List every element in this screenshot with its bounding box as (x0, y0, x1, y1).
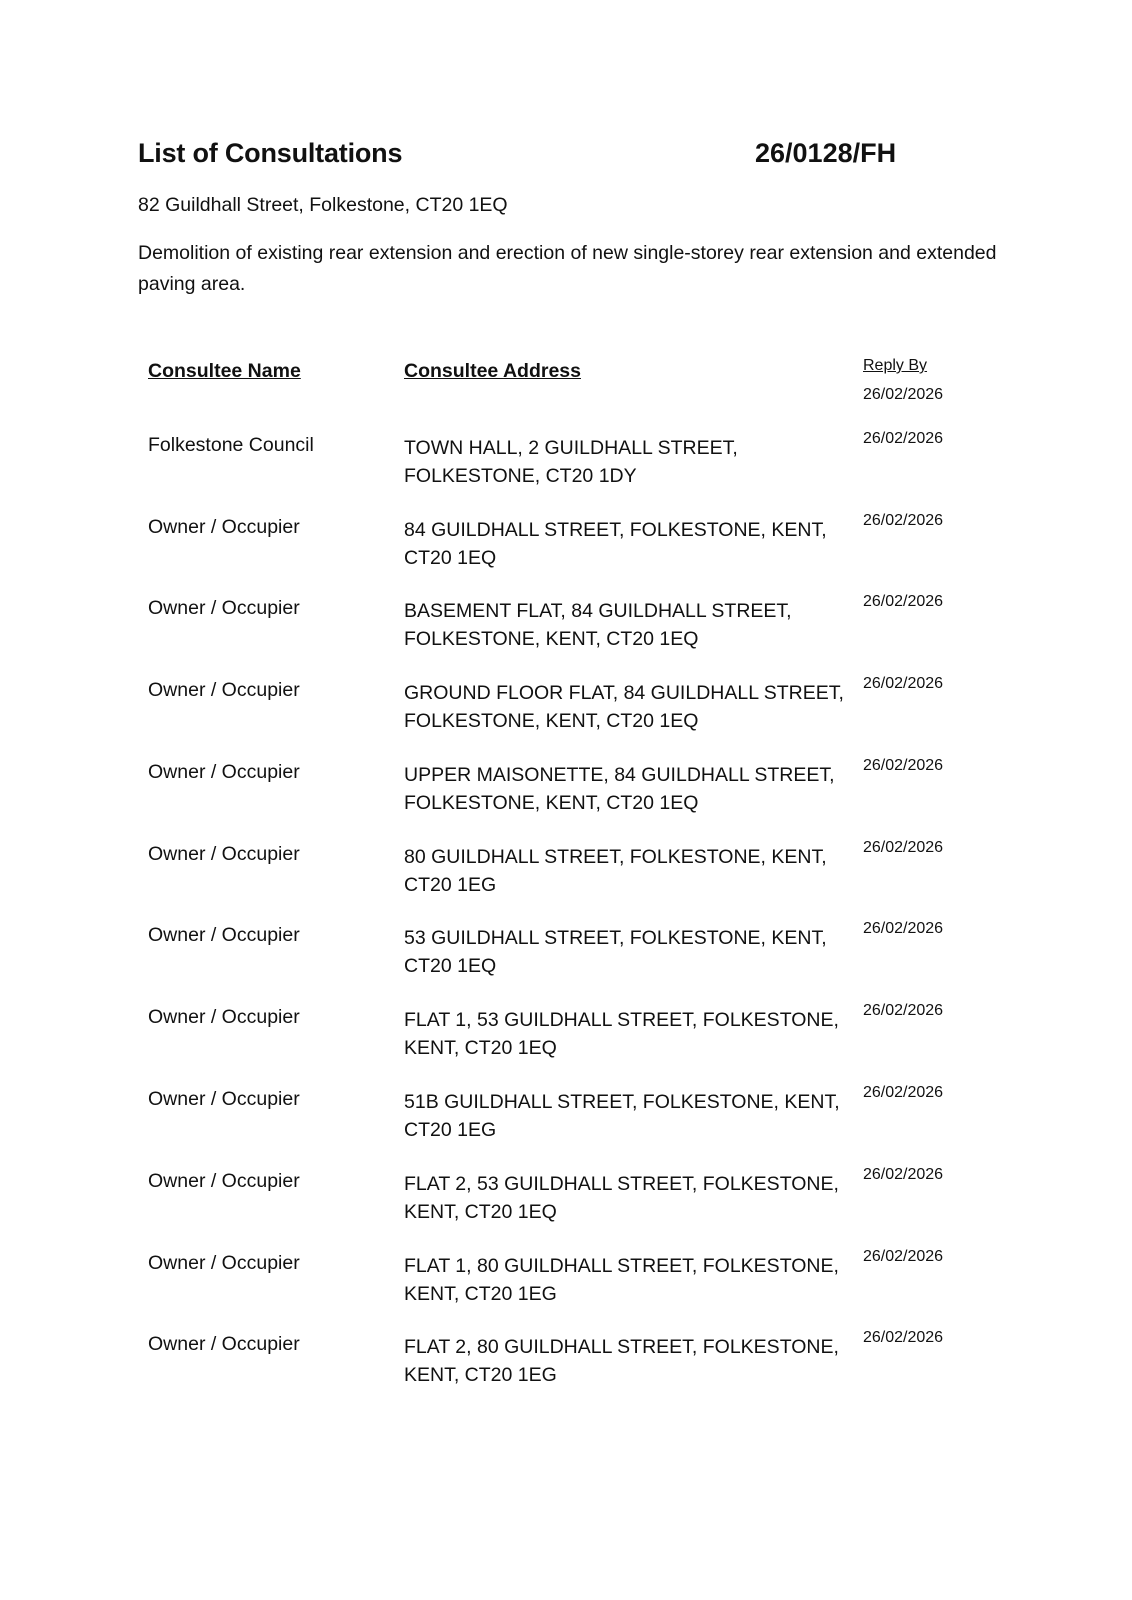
consultee-name: Owner / Occupier (148, 1088, 300, 1110)
table-row (0, 839, 1132, 927)
consultee-name: Owner / Occupier (148, 1170, 300, 1192)
consultee-address: FLAT 2, 53 GUILDHALL STREET, FOLKESTONE, KENT, CT20 1EQ (404, 1173, 839, 1223)
proposal-description: Demolition of existing rear extension and erection of new single-storey rear extension and extended paving area. (138, 242, 997, 295)
column-header-reply-date: 26/02/2026 (863, 386, 944, 403)
table-row (0, 593, 1132, 681)
consultee-address: FLAT 1, 53 GUILDHALL STREET, FOLKESTONE, KENT, CT20 1EQ (404, 1009, 839, 1059)
consultee-name: Owner / Occupier (148, 1252, 300, 1274)
table-row (0, 1002, 1132, 1090)
table-row (0, 675, 1132, 763)
reply-date: 26/02/2026 (863, 1002, 944, 1019)
column-header-reply-by: Reply By (863, 357, 928, 374)
consultee-address: GROUND FLOOR FLAT, 84 GUILDHALL STREET, FOLKESTONE, KENT, CT20 1EQ (404, 682, 844, 732)
consultee-address: BASEMENT FLAT, 84 GUILDHALL STREET, FOLKESTONE, KENT, CT20 1EQ (404, 600, 792, 650)
consultee-name: Owner / Occupier (148, 597, 300, 619)
consultee-address: 80 GUILDHALL STREET, FOLKESTONE, KENT, CT20 1EG (404, 846, 827, 896)
reply-date: 26/02/2026 (863, 430, 944, 447)
consultee-address: FLAT 1, 80 GUILDHALL STREET, FOLKESTONE, KENT, CT20 1EG (404, 1255, 839, 1305)
reply-date: 26/02/2026 (863, 512, 944, 529)
reply-date: 26/02/2026 (863, 1084, 944, 1101)
consultee-address: FLAT 2, 80 GUILDHALL STREET, FOLKESTONE, KENT, CT20 1EG (404, 1336, 839, 1386)
table-row (0, 1248, 1132, 1336)
consultee-name: Owner / Occupier (148, 761, 300, 783)
application-reference: 26/0128/FH (755, 138, 897, 168)
table-row (0, 920, 1132, 1008)
consultee-name: Owner / Occupier (148, 679, 300, 701)
consultee-address: 51B GUILDHALL STREET, FOLKESTONE, KENT, CT20 1EG (404, 1091, 840, 1141)
consultee-name: Folkestone Council (148, 434, 314, 456)
consultee-address: 84 GUILDHALL STREET, FOLKESTONE, KENT, CT20 1EQ (404, 519, 827, 569)
consultee-name: Owner / Occupier (148, 843, 300, 865)
reply-date: 26/02/2026 (863, 920, 944, 937)
column-header-name: Consultee Name (148, 360, 301, 382)
reply-date: 26/02/2026 (863, 675, 944, 692)
table-row (0, 757, 1132, 845)
reply-date: 26/02/2026 (863, 593, 944, 610)
column-header-address: Consultee Address (404, 360, 581, 382)
consultee-address: UPPER MAISONETTE, 84 GUILDHALL STREET, FOLKESTONE, KENT, CT20 1EQ (404, 764, 835, 814)
reply-date: 26/02/2026 (863, 1248, 944, 1265)
reply-date: 26/02/2026 (863, 1329, 944, 1346)
consultee-name: Owner / Occupier (148, 516, 300, 538)
consultee-address: TOWN HALL, 2 GUILDHALL STREET, FOLKESTONE, CT20 1DY (404, 437, 738, 487)
site-address: 82 Guildhall Street, Folkestone, CT20 1EQ (138, 194, 508, 216)
table-row (0, 1329, 1132, 1417)
consultee-address: 53 GUILDHALL STREET, FOLKESTONE, KENT, CT20 1EQ (404, 927, 827, 977)
consultee-name: Owner / Occupier (148, 924, 300, 946)
table-row (0, 1084, 1132, 1172)
reply-date: 26/02/2026 (863, 1166, 944, 1183)
consultee-name: Owner / Occupier (148, 1333, 300, 1355)
reply-date: 26/02/2026 (863, 839, 944, 856)
table-row (0, 512, 1132, 600)
table-row (0, 430, 1132, 518)
page-title: List of Consultations (138, 138, 403, 168)
table-row (0, 1166, 1132, 1254)
reply-date: 26/02/2026 (863, 757, 944, 774)
consultee-name: Owner / Occupier (148, 1006, 300, 1028)
